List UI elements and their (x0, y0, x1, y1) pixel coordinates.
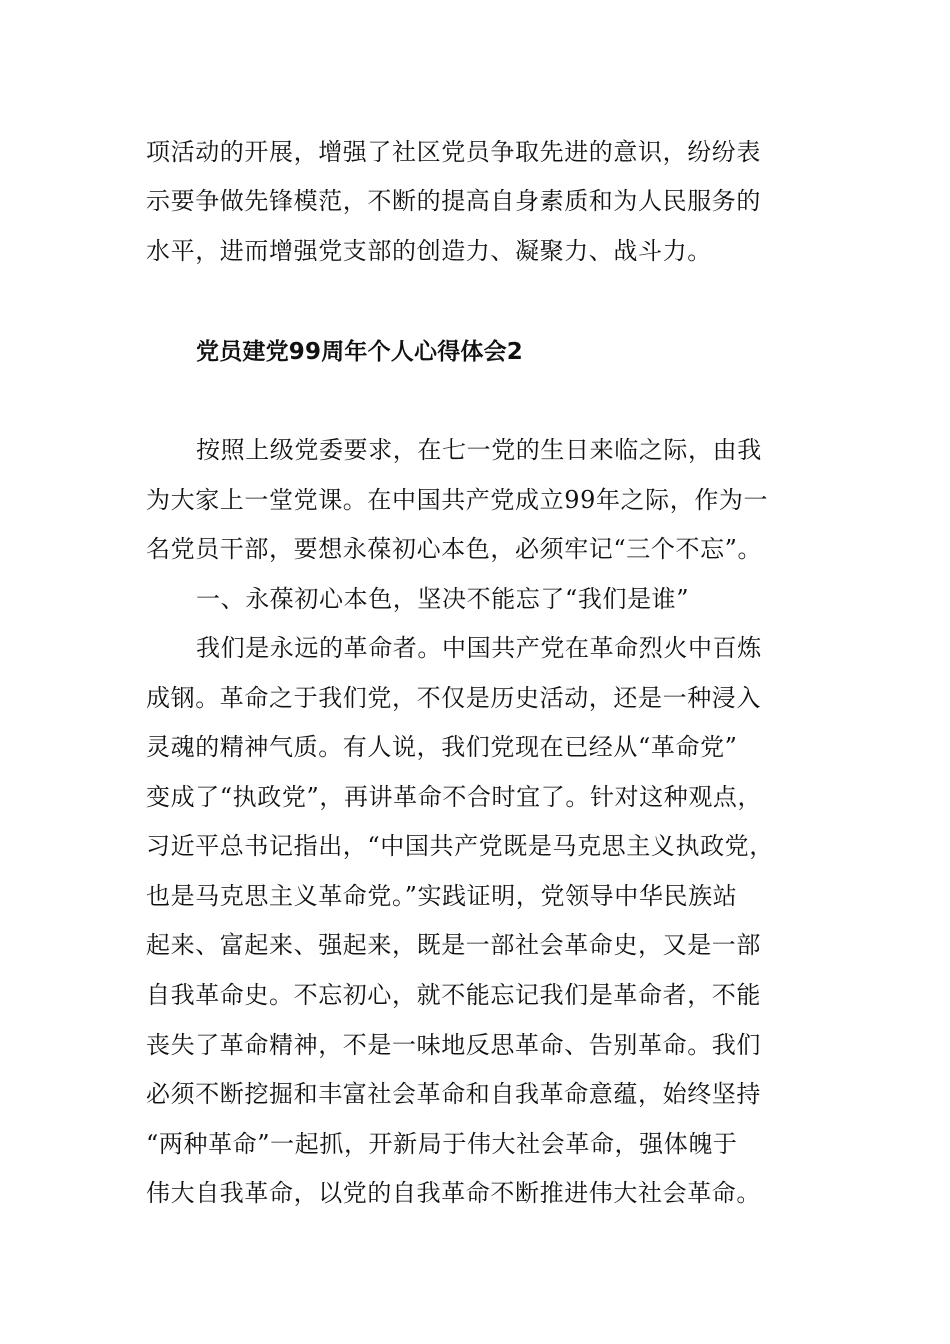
section-title: 党员建党99周年个人心得体会2 (196, 339, 524, 365)
paragraph-line: 也是马克思主义革命党。”实践证明，党领导中华民族站 (146, 882, 738, 910)
point-heading: 一、永葆初心本色，坚决不能忘了“我们是谁” (196, 585, 690, 613)
paragraph-line: 变成了“执政党”，再讲革命不合时宜了。针对这种观点， (146, 783, 763, 811)
paragraph-line: 丧失了革命精神，不是一味地反思革命、告别革命。我们 (146, 1031, 761, 1059)
paragraph-line: 示要争做先锋模范，不断的提高自身素质和为人民服务的 (146, 187, 761, 215)
paragraph-line: 起来、富起来、强起来，既是一部社会革命史，又是一部 (146, 931, 761, 959)
paragraph-line: “两种革命”一起抓，开新局于伟大社会革命，强体魄于 (146, 1130, 738, 1158)
paragraph-line: 水平，进而增强党支部的创造力、凝聚力、战斗力。 (146, 237, 712, 265)
paragraph-line: 必须不断挖掘和丰富社会革命和自我革命意蕴，始终坚持 (146, 1080, 761, 1108)
paragraph-line: 为大家上一堂党课。在中国共产党成立99年之际，作为一 (146, 486, 769, 514)
paragraph-line: 项活动的开展，增强了社区党员争取先进的意识，纷纷表 (146, 138, 761, 166)
paragraph-line: 按照上级党委要求，在七一党的生日来临之际，由我 (196, 436, 762, 464)
paragraph-line: 我们是永远的革命者。中国共产党在革命烈火中百炼 (196, 634, 762, 662)
paragraph-line: 伟大自我革命，以党的自我革命不断推进伟大社会革命。 (146, 1179, 761, 1207)
paragraph-line: 成钢。革命之于我们党，不仅是历史活动，还是一种浸入 (146, 684, 761, 712)
paragraph-line: 习近平总书记指出，“中国共产党既是马克思主义执政党， (146, 832, 774, 860)
paragraph-line: 名党员干部，要想永葆初心本色，必须牢记“三个不忘”。 (146, 535, 763, 563)
paragraph-line: 自我革命史。不忘初心，就不能忘记我们是革命者，不能 (146, 981, 761, 1009)
paragraph-line: 灵魂的精神气质。有人说，我们党现在已经从“革命党” (146, 733, 738, 761)
